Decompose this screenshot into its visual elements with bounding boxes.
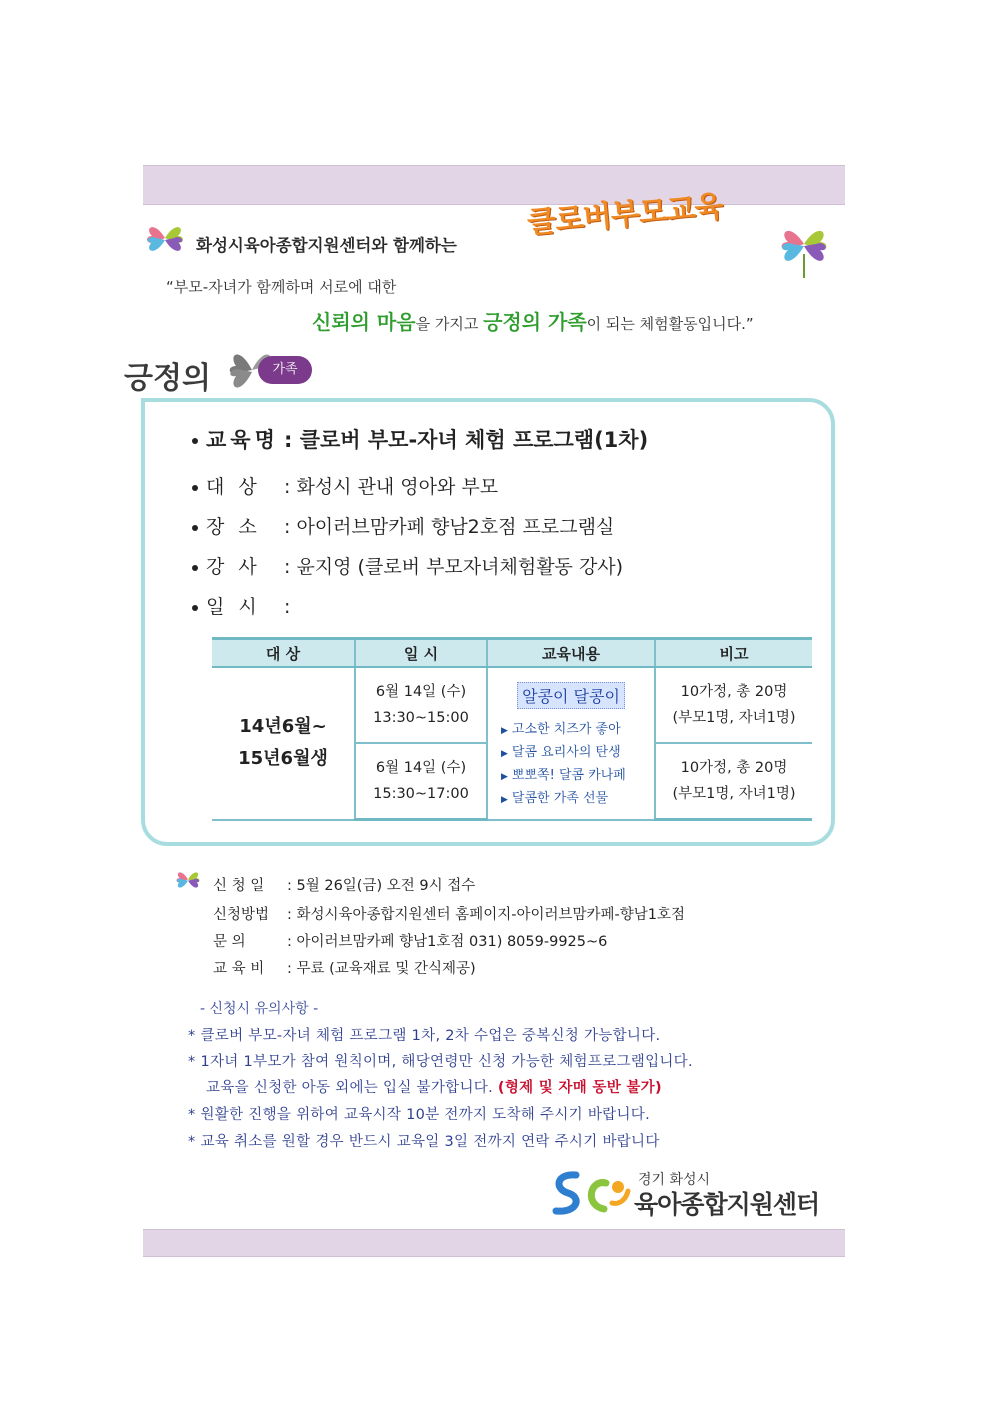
note-line-1: 10가정, 총 20명 bbox=[680, 760, 788, 776]
apply-colon: : bbox=[287, 907, 292, 923]
info-value: 클로버 부모-자녀 체험 프로그램(1차) bbox=[299, 428, 649, 452]
program-title-art: 클로버부모교육 bbox=[525, 188, 724, 241]
header-intro: 화성시육아종합지원센터와 함께하는 bbox=[196, 236, 457, 255]
info-value: 윤지영 (클로버 부모자녀체험활동 강사) bbox=[296, 556, 624, 578]
apply-row-contact bbox=[213, 930, 607, 951]
info-row-target bbox=[192, 472, 498, 499]
note-line-2: (부모1명, 자녀1명) bbox=[672, 710, 796, 726]
bullet-icon bbox=[192, 605, 198, 611]
list-item bbox=[501, 719, 653, 742]
info-colon: : bbox=[284, 556, 291, 578]
info-value: 아이러브맘카페 향남2호점 프로그램실 bbox=[296, 516, 615, 538]
apply-row-date bbox=[213, 874, 475, 895]
clover-icon bbox=[140, 214, 190, 264]
caution-title: - 신청시 유의사항 - bbox=[200, 1001, 319, 1017]
target-line-1: 14년6월~ bbox=[239, 716, 327, 738]
apply-key: 교 육 비 bbox=[213, 961, 265, 977]
column-header: 일 시 bbox=[355, 639, 487, 668]
list-item-text: 고소한 치즈가 좋아 bbox=[511, 722, 621, 737]
session-date: 6월 14일 (수) bbox=[375, 760, 467, 776]
quote-mid-2: 이 되는 체험활동입니다.” bbox=[586, 315, 754, 333]
target-line-2: 15년6월생 bbox=[238, 748, 328, 770]
info-colon: : bbox=[284, 428, 293, 452]
bullet-icon bbox=[192, 485, 198, 491]
list-item-text: 달콤한 가족 선물 bbox=[511, 791, 609, 806]
apply-value: 화성시육아종합지원센터 홈페이지-아이러브맘카페-향남1호점 bbox=[296, 907, 685, 923]
triangle-icon: ▶ bbox=[501, 772, 508, 782]
logo-main: 육아종합지원센터 bbox=[634, 1190, 820, 1219]
quote-line-1: “부모-자녀가 함께하며 서로에 대한 bbox=[166, 278, 397, 296]
info-colon: : bbox=[284, 476, 291, 498]
bullet-icon bbox=[192, 525, 198, 531]
session-time: 15:30~17:00 bbox=[373, 786, 469, 802]
triangle-icon: ▶ bbox=[501, 749, 508, 759]
caution-item bbox=[206, 1076, 662, 1097]
logo-mark-icon bbox=[548, 1165, 632, 1221]
info-row-instructor bbox=[192, 552, 623, 579]
content-title: 알콩이 달콩이 bbox=[517, 682, 625, 709]
caution-item: * 1자녀 1부모가 참여 원칙이며, 해당연령만 신청 가능한 체험프로그램입니다. bbox=[188, 1054, 693, 1070]
info-colon: : bbox=[284, 596, 291, 618]
apply-row-method bbox=[213, 903, 685, 924]
apply-value: 5월 26일(금) 오전 9시 접수 bbox=[296, 878, 476, 894]
apply-key: 문 의 bbox=[213, 934, 246, 950]
caution-item: * 클로버 부모-자녀 체험 프로그램 1차, 2차 수업은 중복신청 가능합니다. bbox=[188, 1028, 661, 1044]
center-logo bbox=[548, 1165, 828, 1221]
table-row bbox=[212, 667, 812, 743]
info-label: 대 상 bbox=[206, 476, 261, 498]
list-item-text: 뽀뽀쪽! 달콤 카나페 bbox=[511, 768, 626, 783]
caution-item: * 교육 취소를 원할 경우 반드시 교육일 3일 전까지 연락 주시기 바랍니다 bbox=[188, 1134, 660, 1150]
info-row-name bbox=[192, 424, 648, 454]
list-item bbox=[501, 788, 653, 811]
target-cell bbox=[212, 667, 355, 820]
note-line-1: 10가정, 총 20명 bbox=[680, 684, 788, 700]
list-item bbox=[501, 765, 653, 788]
caution-red-note: (형제 및 자매 동반 불가) bbox=[497, 1080, 662, 1096]
quote-positive: 긍정의 가족 bbox=[483, 310, 587, 334]
apply-colon: : bbox=[287, 961, 292, 977]
info-label: 강 사 bbox=[206, 556, 261, 578]
apply-colon: : bbox=[287, 934, 292, 950]
column-header: 비고 bbox=[655, 639, 812, 668]
top-band bbox=[143, 165, 845, 205]
quote-line-2 bbox=[312, 306, 754, 335]
session-date: 6월 14일 (수) bbox=[375, 684, 467, 700]
clover-icon bbox=[172, 864, 204, 896]
session-time: 13:30~15:00 bbox=[373, 710, 469, 726]
time-cell bbox=[355, 743, 487, 820]
info-value: 화성시 관내 영아와 부모 bbox=[296, 476, 499, 498]
info-label: 교육명 bbox=[206, 428, 279, 452]
section-title: 긍정의 bbox=[124, 361, 211, 396]
list-item bbox=[501, 742, 653, 765]
info-label: 장 소 bbox=[206, 516, 261, 538]
content-cell bbox=[487, 667, 655, 820]
triangle-icon: ▶ bbox=[501, 726, 508, 736]
apply-colon: : bbox=[287, 878, 292, 894]
column-header: 대 상 bbox=[212, 639, 355, 668]
column-header: 교육내용 bbox=[487, 639, 655, 668]
apply-row-fee bbox=[213, 957, 476, 978]
family-badge bbox=[222, 338, 314, 402]
caution-item: * 원활한 진행을 위하여 교육시작 10분 전까지 도착해 주시기 바랍니다. bbox=[188, 1107, 650, 1123]
note-cell bbox=[655, 667, 812, 743]
apply-key: 신청방법 bbox=[213, 907, 270, 923]
quote-trust: 신뢰의 마음 bbox=[312, 310, 416, 334]
note-line-2: (부모1명, 자녀1명) bbox=[672, 786, 796, 802]
apply-value: 아이러브맘카페 향남1호점 031) 8059-9925~6 bbox=[296, 934, 608, 950]
table-header-row bbox=[212, 639, 812, 668]
info-row-datetime bbox=[192, 592, 290, 619]
apply-value: 무료 (교육재료 및 간식제공) bbox=[296, 961, 476, 977]
content-list bbox=[489, 719, 653, 811]
note-cell bbox=[655, 743, 812, 820]
triangle-icon: ▶ bbox=[501, 795, 508, 805]
bullet-icon bbox=[192, 565, 198, 571]
quote-mid-1: 을 가지고 bbox=[415, 315, 484, 333]
info-row-place bbox=[192, 512, 614, 539]
info-colon: : bbox=[284, 516, 291, 538]
apply-key: 신 청 일 bbox=[213, 878, 265, 894]
clover-icon bbox=[774, 214, 834, 282]
caution-text: 교육을 신청한 아동 외에는 입실 불가합니다. bbox=[206, 1080, 498, 1096]
schedule-table bbox=[212, 637, 812, 821]
bullet-icon bbox=[192, 438, 198, 444]
logo-sub: 경기 화성시 bbox=[638, 1172, 711, 1188]
list-item-text: 달콤 요리사의 탄생 bbox=[511, 745, 621, 760]
time-cell bbox=[355, 667, 487, 743]
info-label: 일 시 bbox=[206, 596, 261, 618]
family-badge-label: 가족 bbox=[258, 356, 312, 384]
bottom-band bbox=[143, 1229, 845, 1257]
